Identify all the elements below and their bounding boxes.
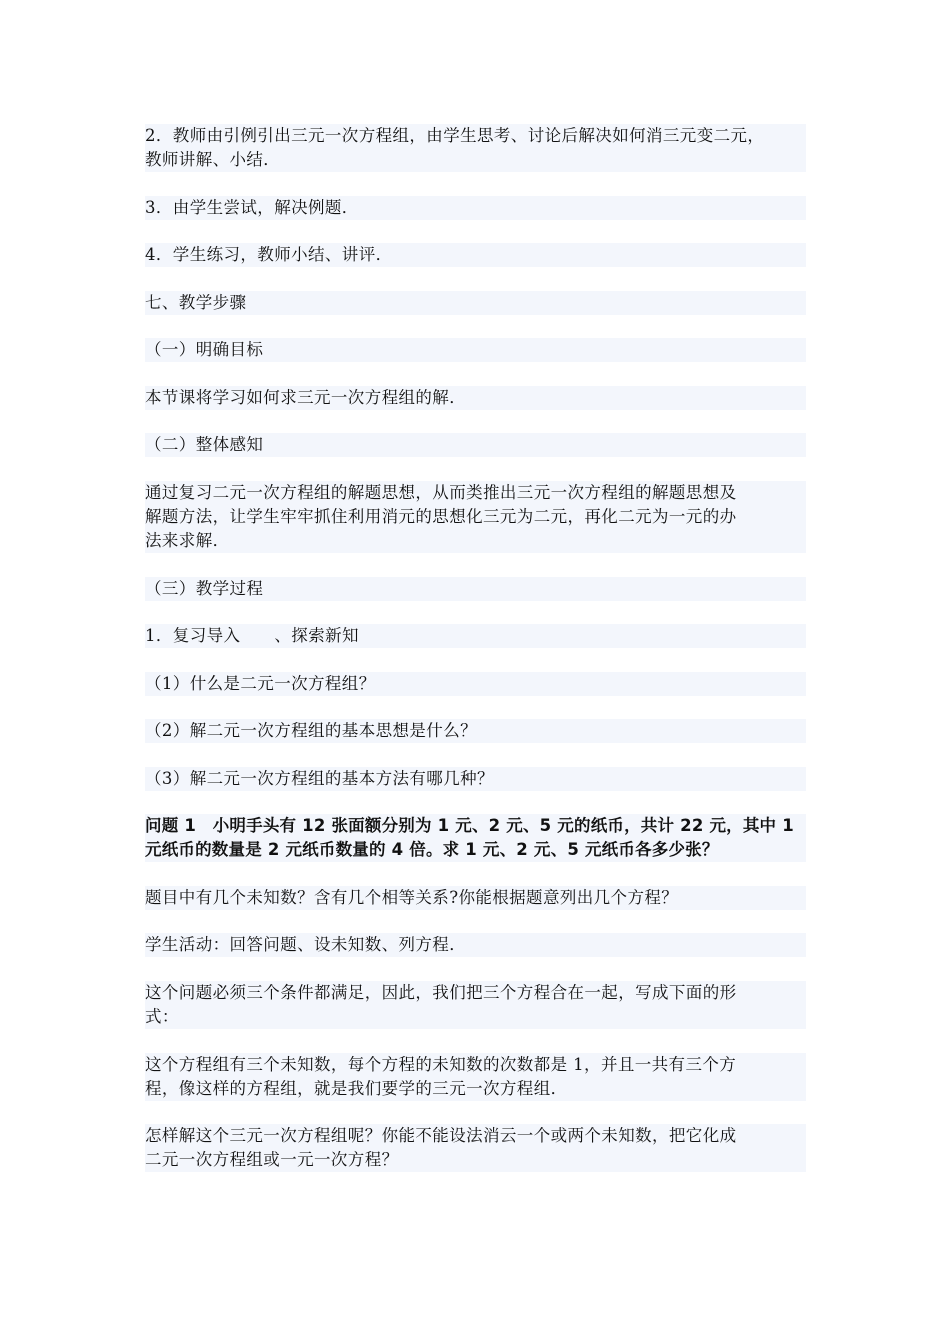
text-line: （三）教学过程: [145, 579, 264, 598]
paragraph-problem-1: [145, 814, 806, 862]
subsection-heading: [145, 433, 806, 457]
text-line: 二元一次方程组或一元一次方程？: [145, 1150, 399, 1169]
text-line: 元纸币的数量是 2 元纸币数量的 4 倍。求 1 元、2 元、5 元纸币各多少张？: [145, 840, 719, 859]
paragraph-method-4: [145, 243, 806, 267]
review-suffix: 、探索新知: [274, 626, 359, 645]
section-heading: [145, 291, 806, 315]
subsection-heading: [145, 577, 806, 601]
text-line: （二）整体感知: [145, 435, 264, 454]
subsection-heading: [145, 338, 806, 362]
review-label: 1．复习导入: [145, 626, 241, 645]
paragraph-perception: [145, 481, 806, 553]
text-line: 4．学生练习，教师小结、讲评．: [145, 245, 393, 264]
paragraph-question-1: [145, 672, 806, 696]
text-line: 怎样解这个三元一次方程组呢？你能不能设法消云一个或两个未知数，把它化成: [145, 1126, 737, 1145]
paragraph-review: [145, 624, 806, 648]
text-line: （2）解二元一次方程组的基本思想是什么？: [145, 721, 477, 740]
text-line: 题目中有几个未知数？含有几个相等关系?你能根据题意列出几个方程？: [145, 888, 679, 907]
paragraph-unknowns: [145, 886, 806, 910]
text-line: （3）解二元一次方程组的基本方法有哪几种？: [145, 769, 494, 788]
text-line: 本节课将学习如何求三元一次方程组的解．: [145, 388, 467, 407]
text-line: 教师讲解、小结．: [145, 150, 281, 169]
text-line: 程，像这样的方程组，就是我们要学的三元一次方程组．: [145, 1079, 568, 1098]
text-line: 这个问题必须三个条件都满足，因此，我们把三个方程合在一起，写成下面的形: [145, 983, 737, 1002]
text-line: （1）什么是二元一次方程组？: [145, 674, 376, 693]
paragraph-method-2: [145, 124, 806, 172]
text-line: 2．教师由引例引出三元一次方程组，由学生思考、讨论后解决如何消三元变二元，: [145, 126, 765, 145]
paragraph-combine: [145, 981, 806, 1029]
text-line: 问题 1 小明手头有 12 张面额分别为 1 元、2 元、5 元的纸币，共计 22 元，其中 1: [145, 816, 794, 835]
text-line: 七、教学步骤: [145, 293, 247, 312]
text-line: [145, 624, 806, 648]
text-line: （一）明确目标: [145, 340, 264, 359]
paragraph-how-solve: [145, 1124, 806, 1172]
text-line: 学生活动：回答问题、设未知数、列方程．: [145, 935, 467, 954]
text-line: 这个方程组有三个未知数，每个方程的未知数的次数都是 1，并且一共有三个方: [145, 1055, 737, 1074]
paragraph-question-2: [145, 719, 806, 743]
paragraph-method-3: [145, 196, 806, 220]
paragraph-question-3: [145, 767, 806, 791]
text-line: 式：: [145, 1007, 179, 1026]
text-line: 解题方法，让学生牢牢抓住利用消元的思想化三元为二元，再化二元为一元的办: [145, 507, 737, 526]
paragraph-goal: [145, 386, 806, 410]
text-line: 3．由学生尝试，解决例题．: [145, 198, 359, 217]
text-line: 通过复习二元一次方程组的解题思想，从而类推出三元一次方程组的解题思想及: [145, 483, 737, 502]
paragraph-activity: [145, 933, 806, 957]
text-line: 法来求解．: [145, 531, 230, 550]
paragraph-definition: [145, 1053, 806, 1101]
